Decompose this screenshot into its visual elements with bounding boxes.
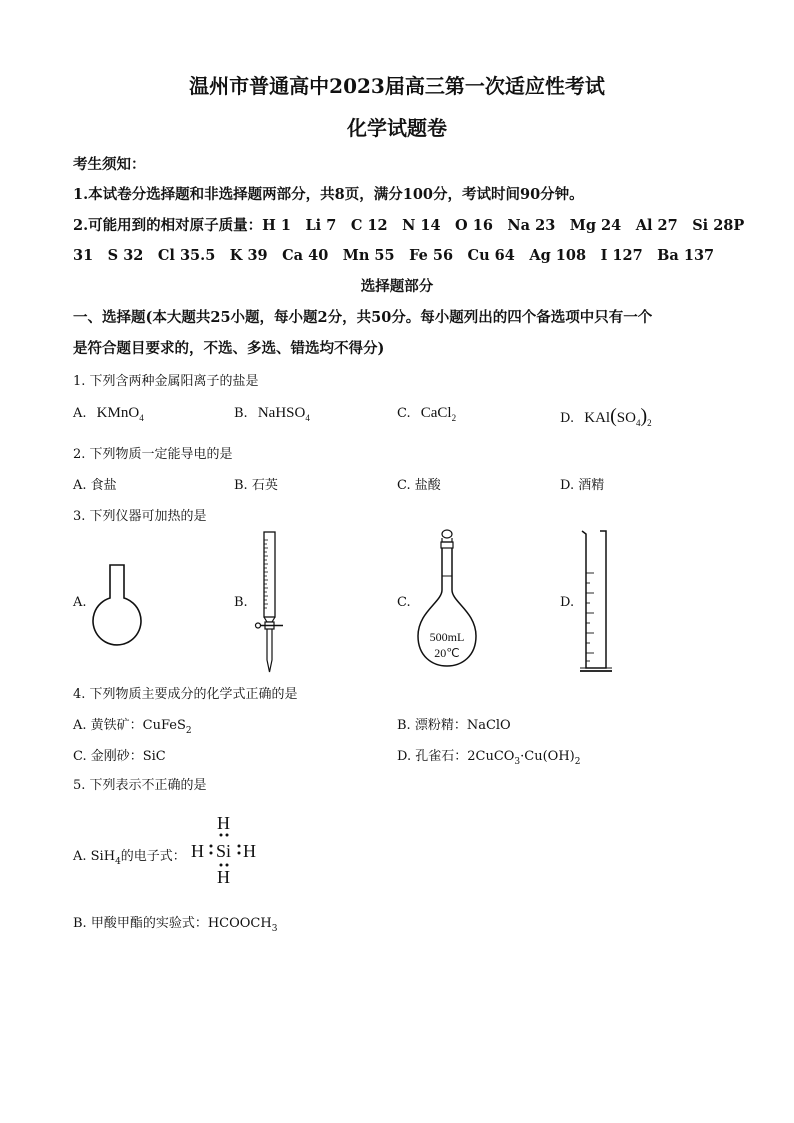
q2-stem: 2. 下列物质一定能导电的是 bbox=[73, 447, 233, 462]
q1-stem: 1. 下列含两种金属阳离子的盐是 bbox=[73, 374, 259, 389]
q1-c-formula bbox=[421, 405, 456, 421]
q3-b-label: B. bbox=[234, 595, 248, 610]
q4-d-sub2: 2 bbox=[574, 757, 581, 767]
page-subtitle: 化学试题卷 bbox=[347, 116, 447, 140]
q3-c-label: C. bbox=[397, 595, 411, 610]
q1-d-inner-sub: 4 bbox=[635, 418, 641, 428]
q2-option-c: C. 盐酸 bbox=[397, 478, 441, 493]
q4-option-b: B. 漂粉精：NaClO bbox=[397, 718, 511, 733]
q5-b-text: B. 甲酸甲酯的实验式：HCOOCH bbox=[73, 916, 272, 931]
q2-option-d: D. 酒精 bbox=[560, 478, 605, 493]
q1-d-formula: $KAl(SO_4)_2$ bbox=[584, 405, 652, 428]
electron-dot-si: Si bbox=[216, 841, 232, 861]
electron-dot-h-bottom: H bbox=[217, 867, 230, 887]
q1-c-sub: 2 bbox=[451, 413, 457, 423]
q5-stem: 5. 下列表示不正确的是 bbox=[73, 778, 207, 793]
q3-d-label: D. bbox=[560, 595, 575, 610]
q1-a-label: A. bbox=[73, 406, 87, 421]
electron-dot-h-left: H bbox=[191, 841, 204, 861]
q1-d-inner: SO bbox=[616, 410, 636, 426]
flask-temp-label: 20℃ bbox=[434, 646, 460, 660]
q1-b-label: B. bbox=[234, 406, 248, 421]
graduated-cylinder-icon bbox=[576, 528, 616, 674]
round-bottom-flask-icon bbox=[92, 563, 142, 639]
q1-d-main: KAl bbox=[584, 410, 611, 426]
q5-a-suffix: 的电子式： bbox=[120, 849, 186, 864]
q5-option-a-text bbox=[73, 845, 186, 867]
notice-item-1: 1.本试卷分选择题和非选择题两部分，共8页，满分100分，考试时间90分钟。 bbox=[73, 186, 584, 203]
q1-b-formula bbox=[258, 405, 310, 421]
q4-d-sub1: 3 bbox=[514, 757, 521, 767]
notice-item-2-line1: 2.可能用到的相对原子质量：H 1 Li 7 C 12 N 14 O 16 Na 23 Mg 24 Al 27 Si 28P bbox=[73, 217, 745, 234]
q1-d-sub: 2 bbox=[647, 418, 652, 428]
notice-item-2-line2: 31 S 32 Cl 35.5 K 39 Ca 40 Mn 55 Fe 56 Cu 64 Ag 108 I 127 Ba 137 bbox=[73, 247, 715, 264]
q4-stem: 4. 下列物质主要成分的化学式正确的是 bbox=[73, 687, 298, 702]
notice-heading: 考生须知： bbox=[73, 156, 146, 173]
electron-dot-h-right: H bbox=[243, 841, 256, 861]
q1-c-main: CaCl bbox=[420, 405, 452, 421]
q1-option-c bbox=[397, 405, 456, 422]
page-title: 温州市普通高中2023届高三第一次适应性考试 bbox=[189, 74, 605, 98]
q1-a-main: KMnO bbox=[96, 405, 140, 421]
q1-a-sub: 4 bbox=[139, 413, 144, 423]
q4-option-c: C. 金刚砂：SiC bbox=[73, 749, 166, 764]
q1-b-sub: 4 bbox=[305, 413, 310, 423]
q1-option-d bbox=[560, 405, 652, 428]
section-instruction-line2: 是符合题目要求的，不选、多选、错选均不得分) bbox=[73, 340, 385, 357]
q4-a-text: A. 黄铁矿：CuFeS bbox=[73, 718, 186, 733]
q1-option-a bbox=[73, 405, 144, 422]
electron-dot-h-top: H bbox=[217, 813, 230, 833]
q4-option-a bbox=[73, 714, 192, 736]
q2-option-a: A. 食盐 bbox=[73, 478, 117, 493]
q3-a-label: A. bbox=[73, 595, 87, 610]
q2-option-b: B. 石英 bbox=[234, 478, 278, 493]
q4-option-d bbox=[397, 745, 581, 767]
section-instruction-line1: 一、选择题(本大题共25小题，每小题2分，共50分。每小题列出的四个备选项中只有一个 bbox=[73, 309, 653, 326]
electron-pair-dots-icon bbox=[200, 830, 260, 870]
q1-b-main: NaHSO bbox=[257, 405, 306, 421]
q5-a-prefix-sub: 4 bbox=[115, 857, 121, 867]
q4-d-mid: ·Cu(OH) bbox=[520, 749, 575, 764]
q4-a-sub: 2 bbox=[185, 726, 192, 736]
q1-d-label: D. bbox=[560, 411, 575, 426]
q3-stem: 3. 下列仪器可加热的是 bbox=[73, 509, 207, 524]
section-title: 选择题部分 bbox=[360, 278, 434, 295]
q5-b-sub: 3 bbox=[271, 924, 278, 934]
q5-option-b bbox=[73, 912, 278, 934]
q5-a-prefix: A. SiH bbox=[73, 849, 116, 864]
q4-d-text: D. 孔雀石：2CuCO bbox=[397, 749, 515, 764]
flask-volume-label: 500mL bbox=[429, 630, 465, 644]
burette-icon bbox=[255, 530, 285, 675]
q1-c-label: C. bbox=[397, 406, 411, 421]
q1-a-formula bbox=[97, 405, 144, 421]
q1-option-b bbox=[234, 405, 310, 422]
